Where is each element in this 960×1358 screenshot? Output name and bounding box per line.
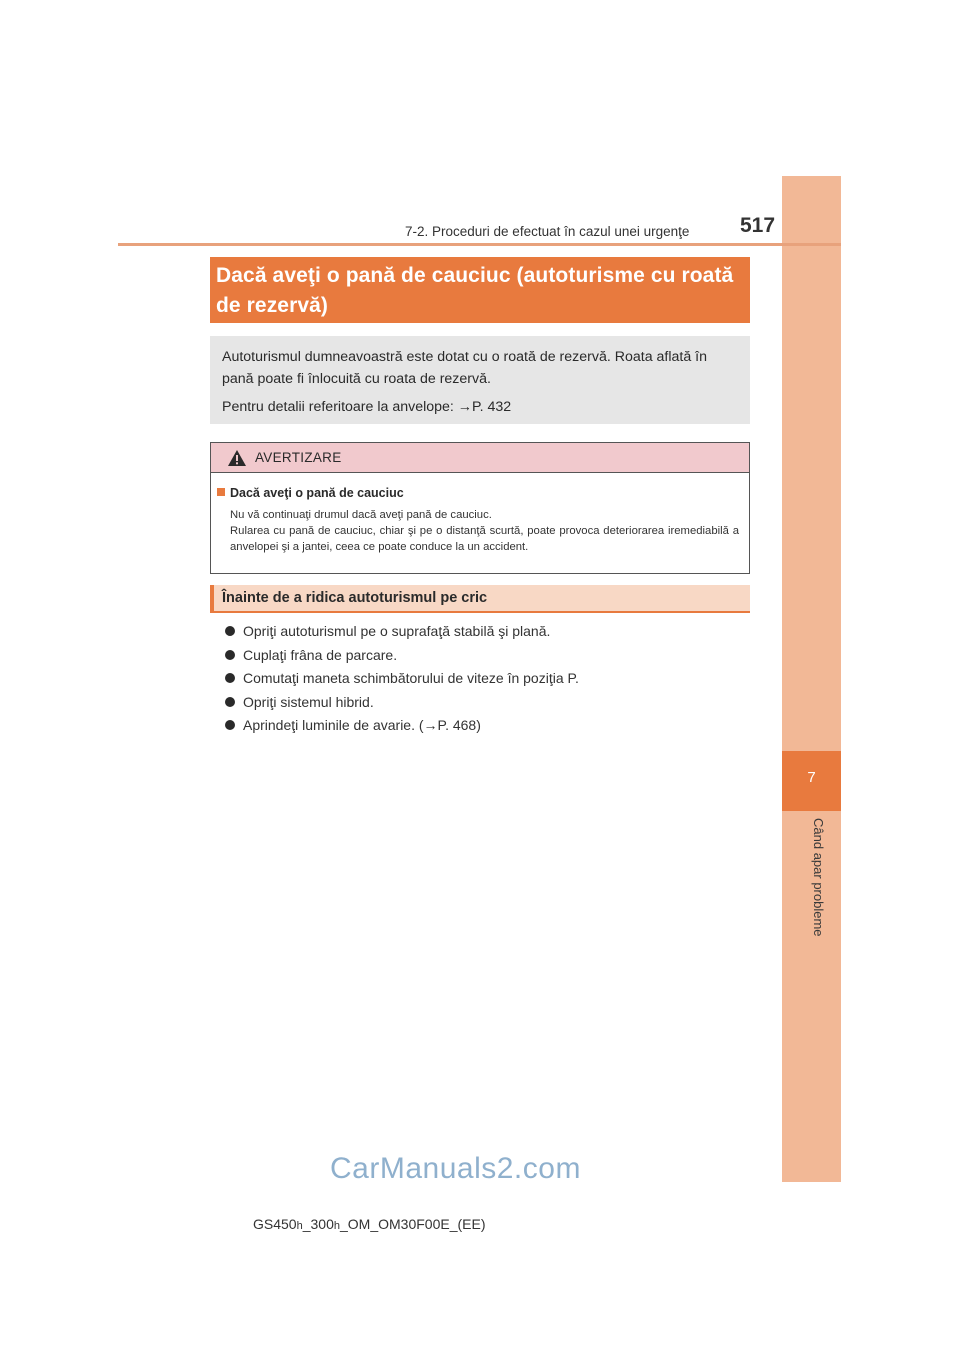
square-bullet-icon: [217, 488, 225, 496]
footer-model-a: GS450: [253, 1216, 297, 1232]
list-item-text: Aprindeţi luminile de avarie. (→P. 468): [243, 717, 481, 733]
section-header: [210, 585, 750, 613]
page-title-box: [210, 257, 750, 323]
list-item: [224, 693, 579, 717]
section-accent-bar: [210, 585, 214, 611]
section-title: Înainte de a ridica autoturismul pe cric: [222, 590, 488, 606]
footer-model-b: _300: [302, 1216, 334, 1232]
chapter-tab[interactable]: [782, 751, 841, 811]
footer-model-code: [253, 1216, 486, 1232]
warning-header: [211, 443, 749, 473]
list-item: [224, 669, 579, 693]
page-title: Dacă aveţi o pană de cauciuc (autoturisme cu roată de rezervă): [216, 264, 734, 317]
watermark-text: CarManuals2.com: [330, 1152, 581, 1185]
bullet-icon: [225, 650, 235, 660]
footer-code-rest: _OM_OM30F00E_(EE): [340, 1216, 486, 1232]
list-item-text: Opriţi sistemul hibrid.: [243, 693, 374, 710]
warning-body-line: Nu vă continuaţi drumul dacă aveţi pană de cauciuc.: [230, 509, 492, 521]
intro-reference-link[interactable]: Pentru detalii referitoare la anvelope: →P. 432: [222, 399, 512, 415]
intro-box: [210, 336, 750, 424]
intro-text: Autoturismul dumneavoastră este dotat cu o roată de rezervă. Roata aflată în pană poate fi înlocuită cu roata de rezervă.: [222, 349, 708, 387]
list-item-text: Comutaţi maneta schimbătorului de viteze în poziţia P.: [243, 670, 579, 686]
list-item-text: Opriţi autoturismul pe o suprafaţă stabilă şi plană.: [243, 623, 551, 639]
header-divider: [118, 243, 841, 246]
list-item: [224, 646, 579, 670]
side-tab-strip: [782, 176, 841, 1182]
page-number: 517: [740, 214, 776, 237]
warning-subtitle: [217, 486, 404, 500]
bullet-icon: [225, 626, 235, 636]
warning-body: [230, 507, 739, 555]
list-item-text: Cuplaţi frâna de parcare.: [243, 646, 398, 663]
warning-title: AVERTIZARE: [255, 450, 342, 465]
chapter-label: Când apar probleme: [811, 818, 826, 937]
warning-subtitle-text: Dacă aveţi o pană de cauciuc: [230, 486, 404, 500]
bullet-icon: [225, 720, 235, 730]
warning-box: [210, 442, 750, 574]
header-section-title: 7-2. Proceduri de efectuat în cazul unei urgenţe: [405, 224, 690, 239]
footer-sub-b: h: [333, 1220, 340, 1232]
list-item: [224, 622, 579, 646]
footer-sub-a: h: [296, 1220, 303, 1232]
steps-list: [224, 622, 579, 740]
list-item[interactable]: [224, 716, 579, 740]
warning-triangle-icon: [227, 449, 247, 467]
bullet-icon: [225, 697, 235, 707]
bullet-icon: [225, 673, 235, 683]
warning-body-line: Rularea cu pană de cauciuc, chiar şi pe o distanţă scurtă, poate provoca deteriorarea iremediabilă a anvelopei şi a jantei, ceea ce poate conduce la un accident.: [230, 525, 739, 553]
chapter-number: 7: [807, 769, 816, 786]
